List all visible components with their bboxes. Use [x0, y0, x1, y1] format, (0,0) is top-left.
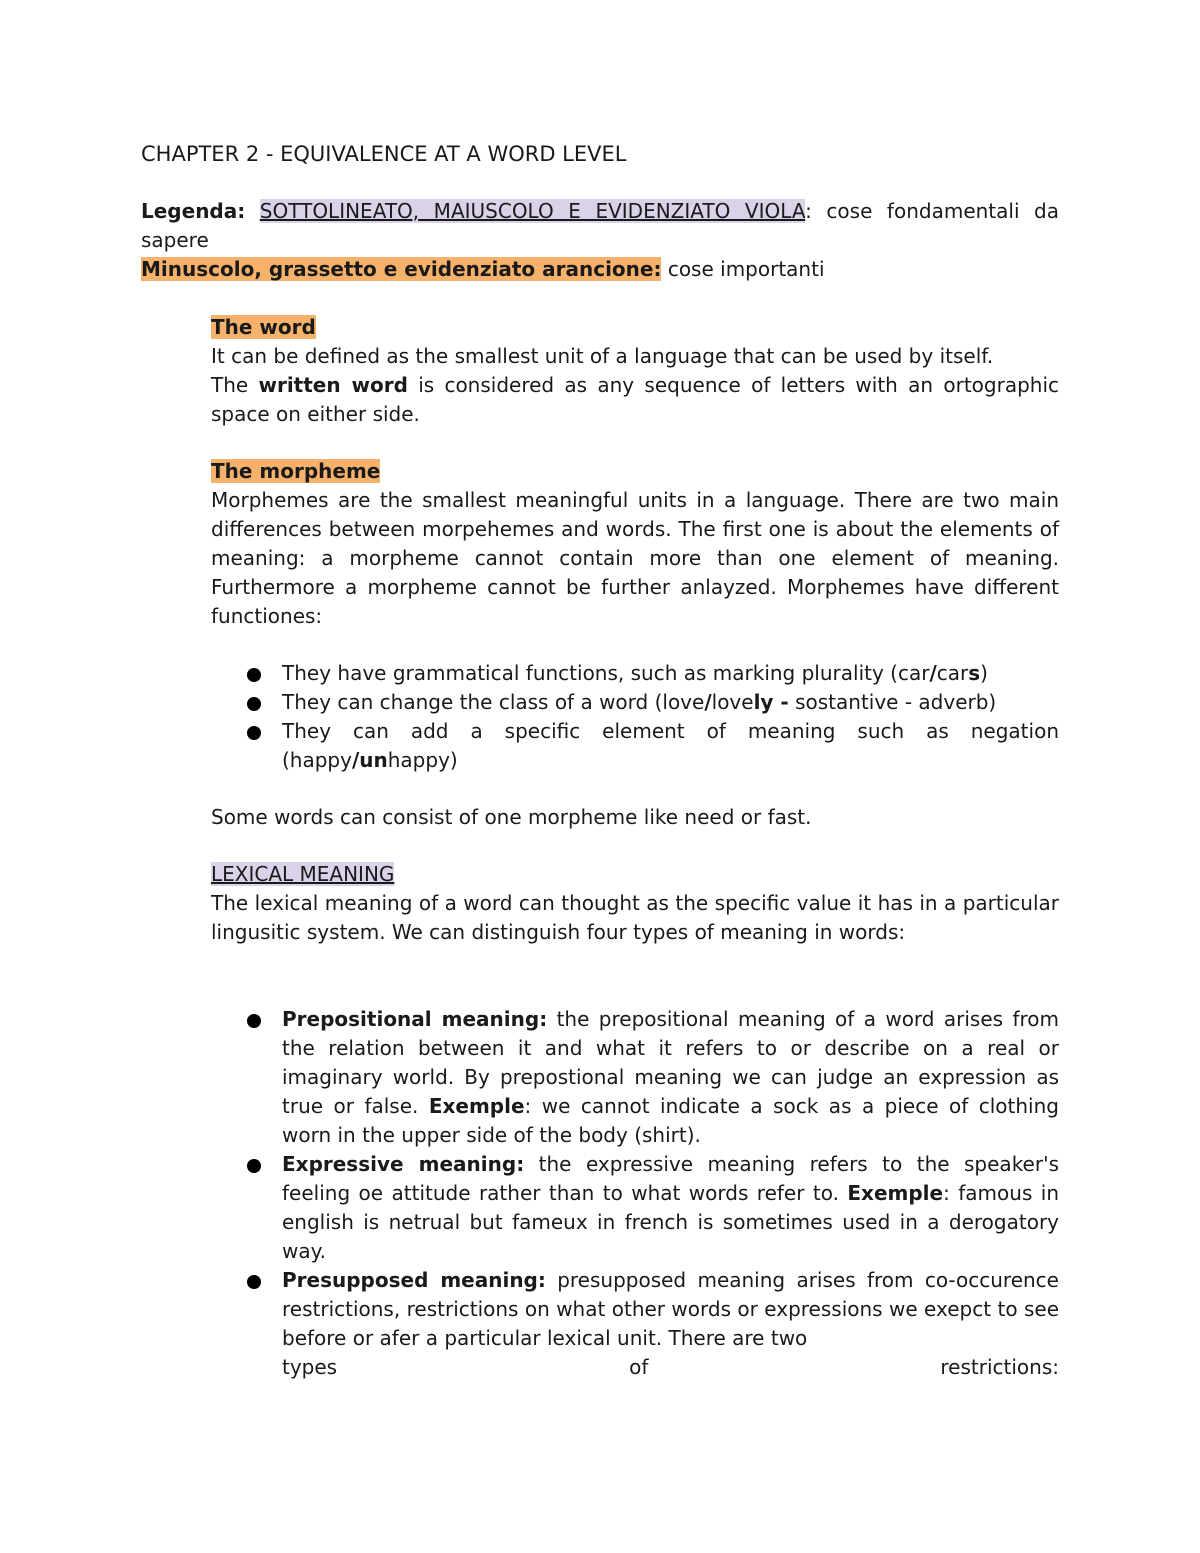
written-word-paragraph: The written word is considered as any sequence of letters with an ortographic space on either side.	[211, 373, 1059, 426]
bullet-icon	[247, 1014, 261, 1028]
lexical-body: The lexical meaning of a word can thought as the specific value it has in a particular lingusitic system. We can distinguish four types of meaning in words:	[211, 891, 1059, 944]
lexical-heading: LEXICAL MEANING	[211, 862, 395, 886]
morpheme-closing: Some words can consist of one morpheme like need or fast.	[211, 805, 812, 829]
list-item: Expressive meaning: the expressive meaning refers to the speaker's feeling oe attitude rather than to what words refer to. Exemple: famous in english is netrual but fameux in french is sometimes used in a derogatory way.	[282, 1150, 1059, 1266]
lexical-bullets	[282, 1005, 1059, 1382]
section-morpheme	[211, 457, 1059, 631]
restrictions-line: types of restrictions:	[282, 1355, 1059, 1379]
list-item: They can add a specific element of meaning such as negation (happy/unhappy)	[282, 717, 1059, 775]
bullet-icon	[247, 668, 261, 682]
page-title: CHAPTER 2 - EQUIVALENCE AT A WORD LEVEL	[141, 142, 627, 166]
list-item: They have grammatical functions, such as marking plurality (car/cars)	[282, 659, 1059, 688]
morpheme-bullets	[282, 659, 1059, 775]
legend-orange-key: Minuscolo, grassetto e evidenziato arancione:	[141, 257, 662, 281]
word-definition: It can be defined as the smallest unit of a language that can be used by itself.	[211, 344, 994, 368]
section-lexical	[211, 860, 1059, 947]
list-item: They can change the class of a word (love/lovely - sostantive - adverb)	[282, 688, 1059, 717]
bullet-icon	[247, 1275, 261, 1289]
bullet-icon	[247, 697, 261, 711]
list-item: Prepositional meaning: the prepositional meaning of a word arises from the relation between it and what it refers to or describe on a real or imaginary world. By prepostional meaning we can judge an expression as true or false. Exemple: we cannot indicate a sock as a piece of clothing worn in the upper side of the body (shirt).	[282, 1005, 1059, 1150]
legend-orange-desc: cose importanti	[661, 257, 825, 281]
morpheme-body: Morphemes are the smallest meaningful units in a language. There are two main differences between morpehemes and words. The first one is about the elements of meaning: a morpheme cannot contain more than one element of meaning. Furthermore a morpheme cannot be further anlayzed. Morphemes have different functiones:	[211, 488, 1059, 628]
legend-orange-line	[141, 255, 1059, 284]
word-heading: The word	[211, 315, 316, 339]
legend-label: Legenda:	[141, 199, 246, 223]
morpheme-heading: The morpheme	[211, 459, 381, 483]
legend-purple-desc: : cose fondamentali da sapere	[141, 199, 1060, 252]
legend-purple-key: SOTTOLINEATO, MAIUSCOLO E EVIDENZIATO VIOLA	[259, 199, 806, 223]
legend	[141, 197, 1059, 255]
bullet-icon	[247, 1159, 261, 1173]
section-word	[211, 313, 1059, 429]
bullet-icon	[247, 726, 261, 740]
list-item: Presupposed meaning: presupposed meaning arises from co-occurence restrictions, restrictions on what other words or expressions we exepct to see before or afer a particular lexical unit. There are two types of restrictions:	[282, 1266, 1059, 1382]
